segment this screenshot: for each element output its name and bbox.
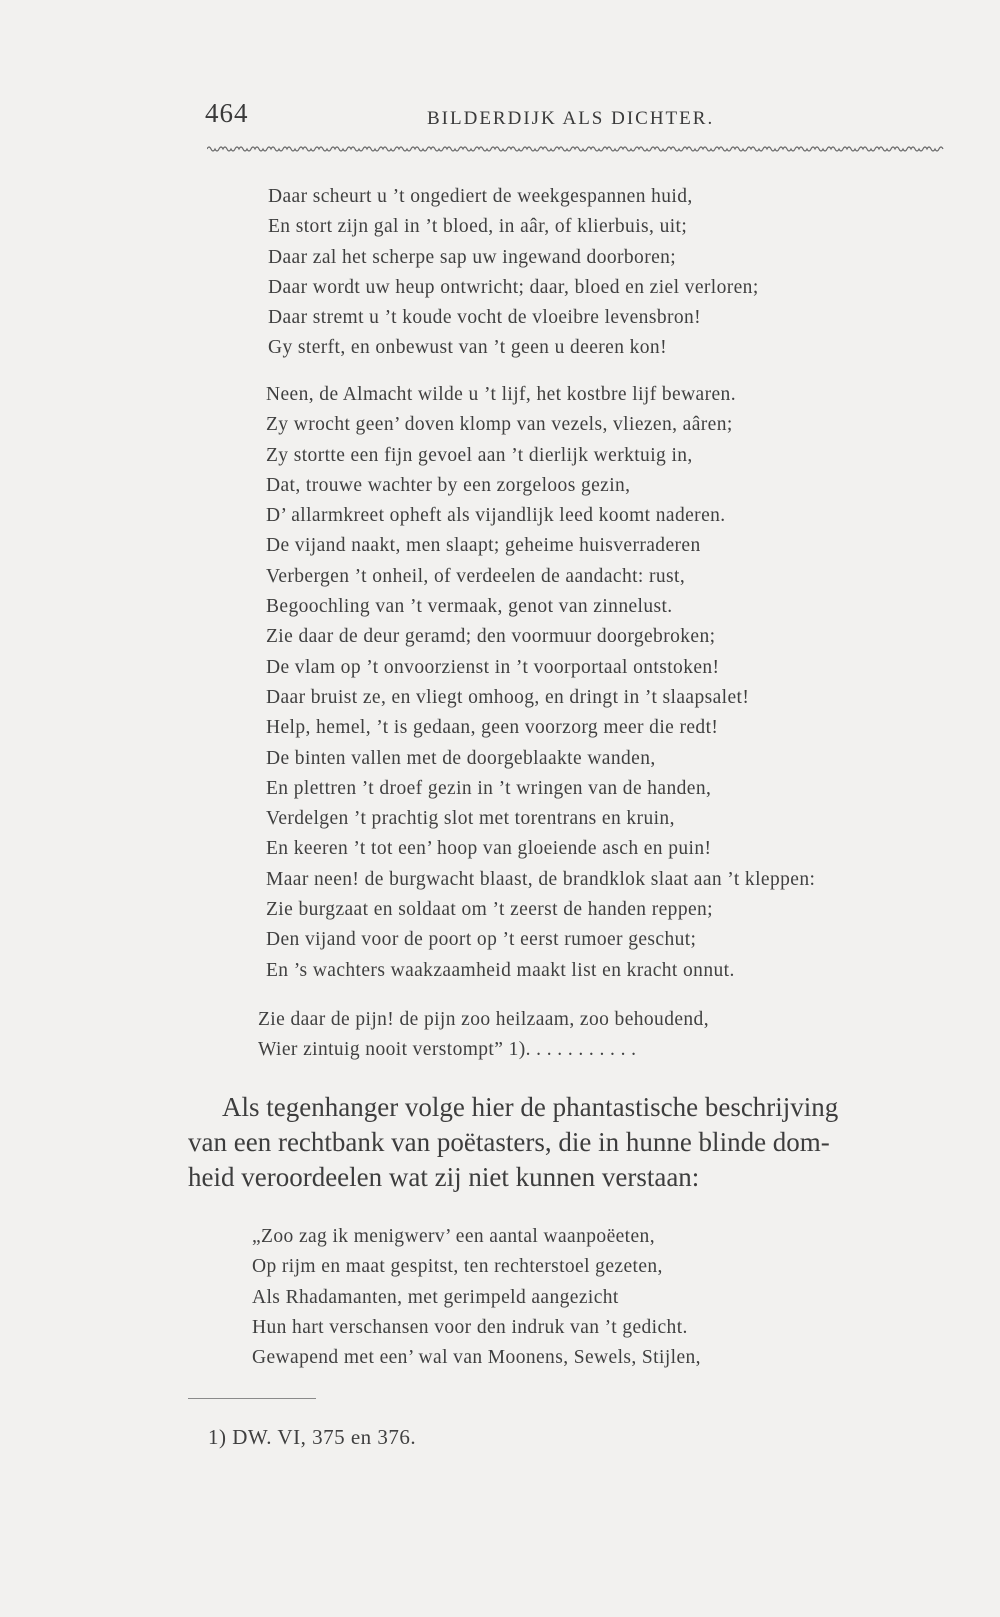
verse-stanza-2 xyxy=(266,380,815,986)
verse-line: Verbergen ’t onheil, of verdeelen de aandacht: rust, xyxy=(266,565,686,587)
verse-line: Hun hart verschansen voor den indruk van ’t gedicht. xyxy=(252,1316,688,1338)
verse-line: Daar wordt uw heup ontwricht; daar, bloed en ziel verloren; xyxy=(268,276,759,298)
verse-line: Verdelgen ’t prachtig slot met torentrans en kruin, xyxy=(266,808,675,830)
verse-line: Zy wrocht geen’ doven klomp van vezels, vliezen, aâren; xyxy=(266,414,733,436)
verse-line: En stort zijn gal in ’t bloed, in aâr, of klierbuis, uit; xyxy=(268,216,688,238)
verse-line: En ’s wachters waakzaamheid maakt list en kracht onnut. xyxy=(266,959,735,981)
prose-line: Als tegenhanger volge hier de phantastische beschrijving xyxy=(222,1092,839,1122)
verse-line: Daar bruist ze, en vliegt omhoog, en dringt in ’t slaapsalet! xyxy=(266,686,750,708)
verse-line: „Zoo zag ik menigwerv’ een aantal waanpoëeten, xyxy=(252,1226,655,1247)
verse-line: Begoochling van ’t vermaak, genot van zinnelust. xyxy=(266,596,673,618)
verse-line: En plettren ’t droef gezin in ’t wringen van de handen, xyxy=(266,777,712,799)
running-head: BILDERDIJK ALS DICHTER. xyxy=(427,108,715,129)
verse-line: Zie burgzaat en soldaat om ’t zeerst de handen reppen; xyxy=(266,899,714,921)
verse-line: Maar neen! de burgwacht blaast, de brandklok slaat aan ’t kleppen: xyxy=(266,868,816,890)
verse-line: Zie daar de deur geramd; den voormuur doorgebroken; xyxy=(266,626,716,648)
verse-line: Dat, trouwe wachter by een zorgeloos gezin, xyxy=(266,474,631,496)
verse-line: Daar scheurt u ’t ongediert de weekgespannen huid, xyxy=(268,186,693,207)
verse-stanza-1 xyxy=(268,182,759,364)
footnote: 1) DW. VI, 375 en 376. xyxy=(208,1425,417,1449)
verse-line: D’ allarmkreet opheft als vijandlijk leed koomt naderen. xyxy=(266,505,726,527)
verse-line: De vlam op ’t onvoorzienst in ’t voorportaal ontstoken! xyxy=(266,656,720,678)
prose-line: van een rechtbank van poëtasters, die in hunne blinde dom- xyxy=(188,1127,830,1157)
verse-line: Daar zal het scherpe sap uw ingewand doorboren; xyxy=(268,246,677,268)
verse-line: De vijand naakt, men slaapt; geheime huisverraderen xyxy=(266,535,701,557)
verse-line: De binten vallen met de doorgeblaakte wanden, xyxy=(266,747,656,769)
verse-stanza-3 xyxy=(258,1005,709,1066)
verse-line: Neen, de Almacht wilde u ’t lijf, het kostbre lijf bewaren. xyxy=(266,384,736,405)
verse-line: Als Rhadamanten, met gerimpeld aangezicht xyxy=(252,1286,619,1308)
verse-line: Help, hemel, ’t is gedaan, geen voorzorg meer die redt! xyxy=(266,717,719,739)
verse-line: Gy sterft, en onbewust van ’t geen u deeren kon! xyxy=(268,337,667,359)
verse-line: Gewapend met een’ wal van Moonens, Sewels, Stijlen, xyxy=(252,1347,701,1369)
verse-line: En keeren ’t tot een’ hoop van gloeiende asch en puin! xyxy=(266,838,712,860)
verse-line: Den vijand voor de poort op ’t eerst rumoer geschut; xyxy=(266,929,697,951)
verse-line: Op rijm en maat gespitst, ten rechterstoel gezeten, xyxy=(252,1256,663,1278)
footnote-rule xyxy=(188,1398,316,1399)
verse-line: Zie daar de pijn! de pijn zoo heilzaam, zoo behoudend, xyxy=(258,1009,709,1030)
prose-line: heid veroordeelen wat zij niet kunnen verstaan: xyxy=(188,1162,700,1192)
verse-line: Wier zintuig nooit verstompt” 1). . . . . . . . . . . xyxy=(258,1039,637,1061)
verse-line: Zy stortte een fijn gevoel aan ’t dierlijk werktuig in, xyxy=(266,444,693,466)
wavy-rule-ornament xyxy=(207,142,947,156)
prose-paragraph xyxy=(188,1090,948,1195)
page-number: 464 xyxy=(205,98,249,128)
quoted-verse xyxy=(252,1222,701,1373)
verse-line: Daar stremt u ’t koude vocht de vloeibre levensbron! xyxy=(268,307,702,329)
